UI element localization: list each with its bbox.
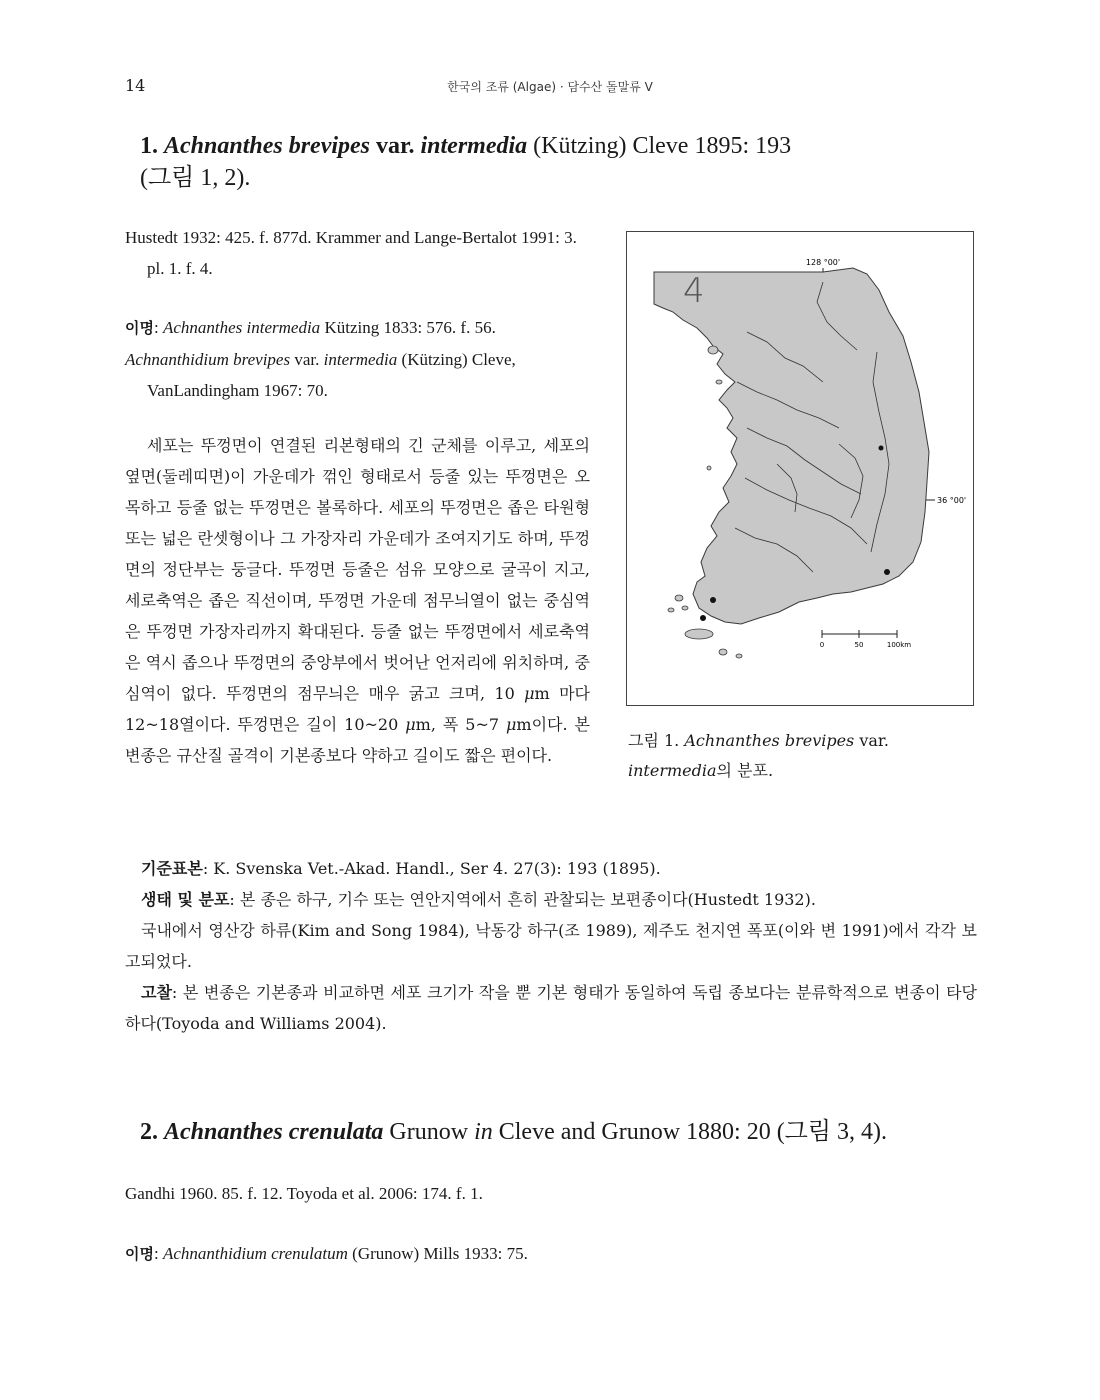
figure-caption: 그림 1. Achnanthes brevipes var. intermedia의 분포. [628, 731, 889, 780]
species-2-synonym-name: Achnanthidium crenulatum [162, 1244, 348, 1263]
occurrence-marker [879, 446, 884, 451]
handwritten-figure-number: 4 [683, 271, 705, 311]
occurrence-marker [884, 569, 890, 575]
species-1-refs-line: Hustedt 1932: 425. f. 877d. Krammer and Lange-Bertalot 1991: 3. pl. 1. f. 4. [125, 228, 577, 278]
distribution-map-figure [626, 231, 974, 706]
species-1-synonyms [125, 312, 593, 406]
caption-prefix: 그림 1. [628, 731, 685, 750]
discussion-label: 고찰 [141, 983, 172, 1002]
synonym-2-name: Achnanthidium brevipes [125, 350, 291, 369]
korea-map [627, 232, 973, 705]
synonym-2-variety: intermedia [323, 350, 398, 369]
species-2-synonyms: 이명: Achnanthidium crenulatum (Grunow) Mills 1933: 75. [125, 1244, 528, 1263]
species-2-synonym-citation: (Grunow) Mills 1933: 75. [347, 1244, 528, 1263]
scale-label-0: 0 [819, 641, 825, 649]
longitude-label: 128 °00' [805, 258, 841, 267]
synonym-2-citation: (Kützing) Cleve, VanLandingham 1967: 70. [147, 350, 516, 400]
synonym-1: 이명: Achnanthes intermedia Kützing 1833: 576. f. 56. [125, 318, 496, 337]
ecology-distribution: 생태 및 분포: 본 종은 하구, 기수 또는 연안지역에서 흔히 관찰되는 보편종이다(Hustedt 1932). [141, 890, 816, 909]
species-1-notes [125, 853, 977, 1039]
species-1-epithet: brevipes [288, 133, 371, 159]
species-1-figures: (그림 1, 2). [140, 165, 251, 191]
species-1-references [125, 222, 593, 284]
page-number: 14 [125, 76, 146, 95]
discussion: 고찰: 본 변종은 기본종과 비교하면 세포 크기가 작을 뿐 기본 형태가 동일하여 독립 종보다는 분류학적으로 변종이 타당하다(Toyoda and Williams 2004). [125, 983, 977, 1033]
type-specimen: 기준표본: K. Svenska Vet.-Akad. Handl., Ser 4. 27(3): 193 (1895). [141, 859, 661, 878]
species-1-authority: (Kützing) Cleve 1895: 193 [533, 133, 792, 159]
occurrence-marker [700, 615, 706, 621]
species-2-author: Grunow [389, 1119, 469, 1145]
description-paragraph: 세포는 뚜껑면이 연결된 리본형태의 긴 군체를 이루고, 세포의 옆면(둘레띠면)이 가운데가 꺾인 형태로서 등줄 있는 뚜껑면은 오목하고 등줄 없는 뚜껑면은 볼록하다. 세포의 뚜껑면은 좁은 타원형 또는 넓은 란셋형이나 그 가장자리 가운데가 조여지기도 하며, 뚜껑면의 정단부는 둥글다. 뚜껑면 등줄은 섬유 모양으로 굴곡이 지고, 세로축역은 좁은 직선이며, 뚜껑면 가운데 점무늬열이 없는 중심역은 뚜껑면 가장자리까지 확대된다. 등줄 없는 뚜껑면에서 세로축역은 역시 좁으나 뚜껑면의 중앙부에서 벗어난 언저리에 위치하며, 중심역이 없다. 뚜껑면의 점무늬은 매우 굵고 크며, 10 μm 마다 12~18열이다. 뚜껑면은 길이 10~20 μm, 폭 5~7 μm이다. 본 변종은 규산질 골격이 기본종보다 약하고 길이도 짧은 편이다. [125, 436, 590, 765]
scale-label-50: 50 [854, 641, 864, 649]
species-1-variety: intermedia [420, 133, 528, 159]
scale-bar [822, 630, 897, 638]
species-1-genus: Achnanthes [164, 133, 283, 159]
caption-genus: Achnanthes brevipes [684, 731, 855, 750]
ecology-label: 생태 및 분포 [141, 890, 230, 909]
species-2-number: 2. [140, 1119, 158, 1145]
synonym-2-var: var. [290, 350, 324, 369]
synonym-1-citation: Kützing 1833: 576. f. 56. [320, 318, 496, 337]
caption-variety: intermedia [628, 761, 717, 780]
synonym-label: 이명 [125, 319, 154, 337]
species-2-in: in [474, 1119, 493, 1145]
species-2-epithet: crenulata [288, 1119, 384, 1145]
synonym-label: 이명 [125, 1245, 154, 1263]
synonym-1-name: Achnanthes intermedia [162, 318, 321, 337]
species-1-description [125, 430, 590, 771]
scale-label-100km: 100km [886, 641, 912, 649]
species-1-number: 1. [140, 133, 158, 159]
species-2-references: Gandhi 1960. 85. f. 12. Toyoda et al. 2006: 174. f. 1. [125, 1184, 483, 1203]
latitude-label: 36 °00' [937, 496, 967, 505]
species-2-title [140, 1116, 1040, 1148]
synonym-2 [125, 344, 593, 406]
type-label: 기준표본 [141, 859, 203, 878]
caption-suffix: 의 분포. [716, 761, 774, 780]
species-2-genus: Achnanthes [164, 1119, 283, 1145]
species-1-var-label: var. [376, 133, 415, 159]
domestic-records: 국내에서 영산강 하류(Kim and Song 1984), 낙동강 하구(조 1989), 제주도 천지연 폭포(이와 변 1991)에서 각각 보고되었다. [125, 921, 977, 971]
species-1-title [140, 130, 900, 194]
species-2-authority: Cleve and Grunow 1880: 20 (그림 3, 4). [498, 1119, 888, 1145]
occurrence-marker [710, 597, 716, 603]
running-title: 한국의 조류 (Algae) · 담수산 돌말류 V [447, 80, 653, 94]
